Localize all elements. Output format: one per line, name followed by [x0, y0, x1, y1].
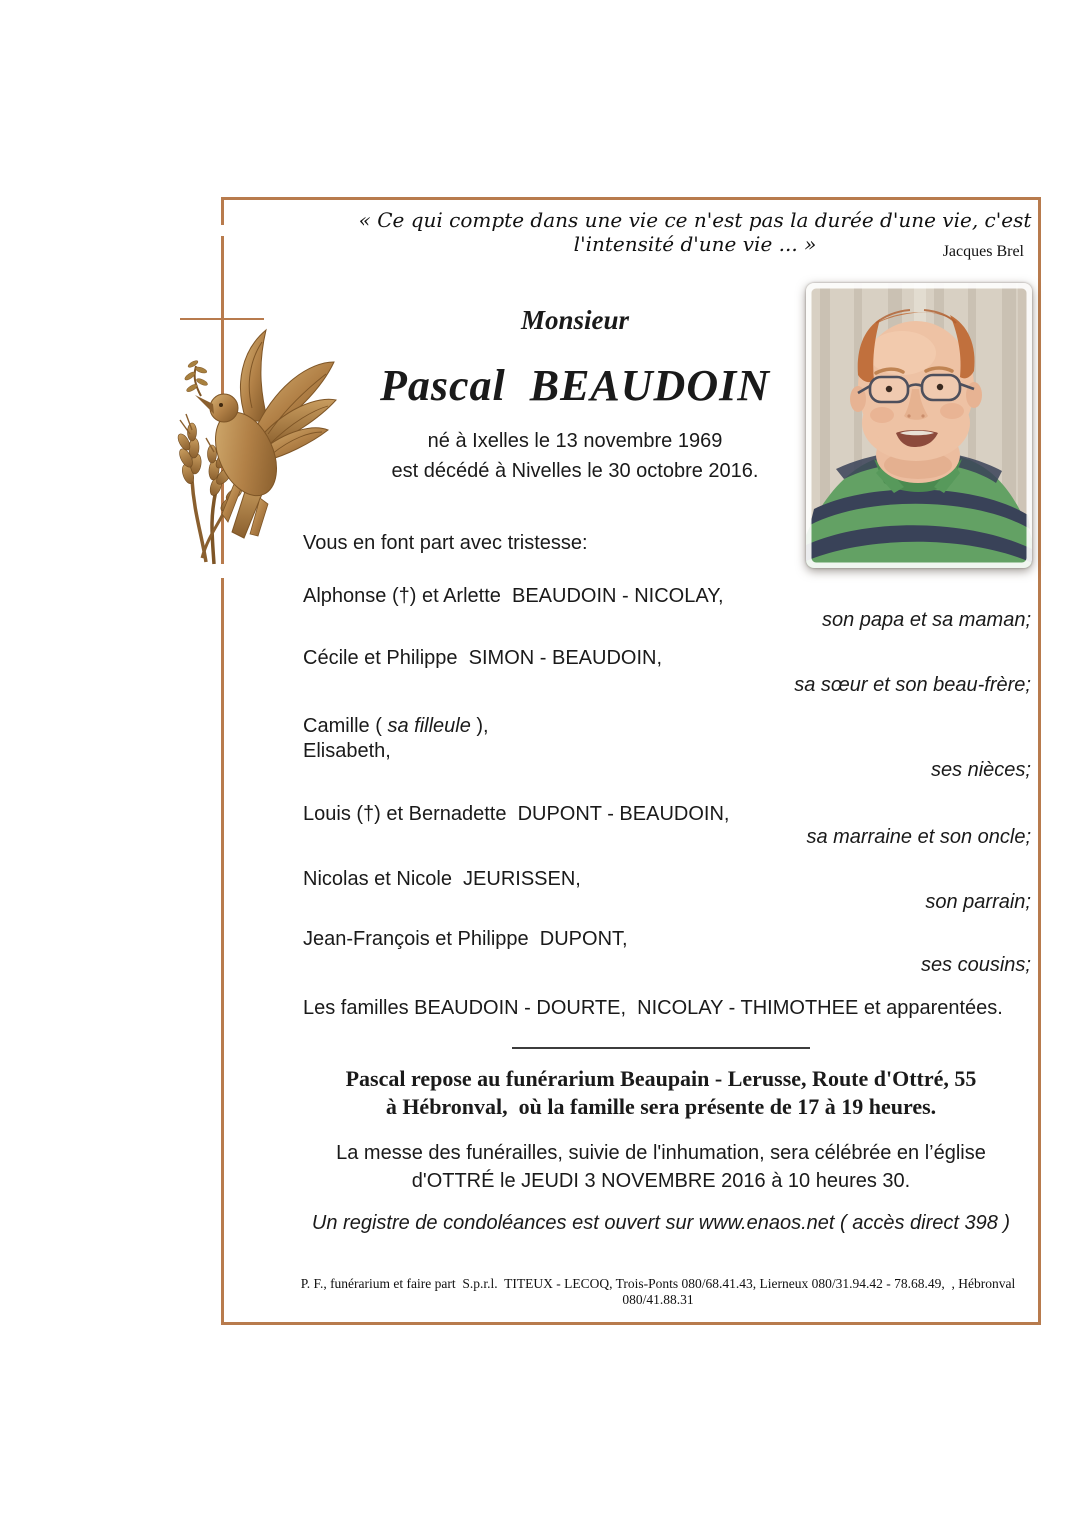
funeral-home-footer: P. F., funérarium et faire part S.p.r.l. TITEUX - LECOQ, Trois-Ponts 080/68.41.43, Lierneux 080/31.94.42 - 78.68.49, , Hébronval 080/41.88.31	[300, 1276, 1019, 1307]
relation-godfather: son parrain;	[925, 891, 1031, 913]
family-line-elisabeth: Elisabeth,	[303, 740, 391, 762]
family-line-sister: Cécile et Philippe SIMON - BEAUDOIN,	[303, 647, 662, 669]
family-line-cousins: Jean-François et Philippe DUPONT,	[303, 928, 628, 950]
death-line: est décédé à Nivelles le 30 octobre 2016.	[391, 460, 759, 482]
epitaph-quote: « Ce qui compte dans une vie ce n'est pas la durée d'une vie, c'est l'intensité d'une vie ... »	[358, 208, 1038, 256]
civility-title: Monsieur	[520, 305, 630, 335]
camille-prefix: Camille (	[303, 715, 388, 737]
relation-parents: son papa et sa maman;	[821, 609, 1031, 631]
relation-godmother: sa marraine et son oncle;	[806, 826, 1031, 848]
relation-cousins: ses cousins;	[920, 954, 1031, 976]
deceased-name: Pascal BEAUDOIN	[379, 361, 771, 410]
camille-goddaughter-italic: sa filleule	[387, 715, 471, 737]
repose-line-1: Pascal repose au funérarium Beaupain - Lerusse, Route d'Ottré, 55	[345, 1066, 977, 1091]
family-line-godmother: Louis (†) et Bernadette DUPONT - BEAUDOIN,	[303, 803, 730, 825]
family-line-godfather: Nicolas et Nicole JEURISSEN,	[303, 868, 581, 890]
separator-line	[512, 1047, 810, 1049]
announcement-intro: Vous en font part avec tristesse:	[303, 532, 588, 554]
relation-sister: sa sœur et son beau-frère;	[794, 674, 1031, 696]
border-gap-top	[219, 225, 226, 236]
mass-line-1: La messe des funérailles, suivie de l'inhumation, sera célébrée en l’église	[336, 1142, 986, 1164]
families-line: Les familles BEAUDOIN - DOURTE, NICOLAY - THIMOTHEE et apparentées.	[303, 997, 1003, 1019]
mass-line-2: d'OTTRÉ le JEUDI 3 NOVEMBRE 2016 à 10 heures 30.	[411, 1170, 911, 1192]
quote-author: Jacques Brel	[942, 243, 1024, 260]
family-line-parents: Alphonse (†) et Arlette BEAUDOIN - NICOLAY,	[303, 585, 724, 607]
camille-suffix: ),	[470, 715, 489, 737]
portrait-graphic	[806, 283, 1032, 568]
birth-line: né à Ixelles le 13 novembre 1969	[427, 430, 723, 452]
repose-line-2: à Hébronval, où la famille sera présente de 17 à 19 heures.	[385, 1094, 937, 1119]
condolence-register-line: Un registre de condoléances est ouvert sur www.enaos.net ( accès direct 398 )	[311, 1212, 1011, 1234]
portrait-photo	[806, 283, 1032, 568]
family-line-camille	[303, 715, 1031, 738]
relation-nieces: ses nièces;	[930, 759, 1031, 781]
